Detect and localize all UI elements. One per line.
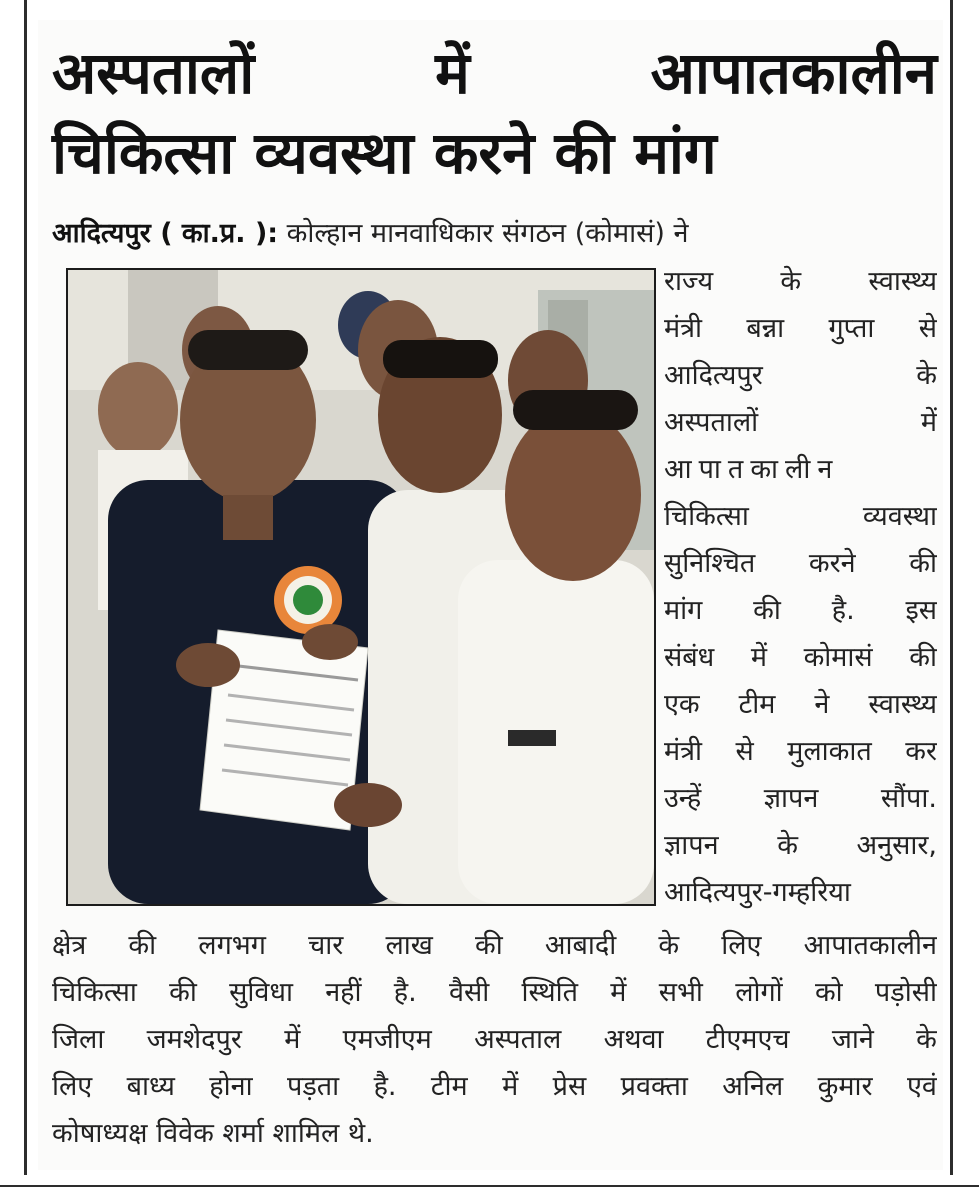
body-word: अस्पताल xyxy=(474,1024,562,1055)
column_lines-line xyxy=(664,634,937,681)
frame-left-rule xyxy=(24,0,27,1175)
body-word: आपातकालीन xyxy=(803,930,937,961)
body-word: अस्पतालों xyxy=(664,407,759,438)
body-word: की xyxy=(474,930,503,961)
body-word: सभी xyxy=(658,977,703,1008)
body-word: संबंध xyxy=(664,642,715,673)
body-word: चिकित्सा xyxy=(52,977,137,1008)
body-word: क्षेत्र xyxy=(52,930,87,961)
body-word: मुलाकात xyxy=(787,736,872,767)
body-word: कर xyxy=(905,736,937,767)
body-word: टीएमएच xyxy=(705,1024,790,1055)
body-word: की xyxy=(909,642,937,673)
body-word: एवं xyxy=(906,1071,937,1102)
body-word: व्यवस्था xyxy=(862,501,937,532)
body-word: इस xyxy=(905,595,937,626)
body-word: सुविधा xyxy=(229,977,293,1008)
body-word: अनिल xyxy=(722,1071,784,1102)
column_lines-line xyxy=(664,822,937,869)
column_lines-line: आपातकालीन xyxy=(664,454,840,485)
body-word: में xyxy=(750,642,767,673)
dateline: आदित्यपुर ( का.प्र. ): xyxy=(52,218,279,249)
body-word: लिए xyxy=(52,1071,93,1102)
headline-word: में xyxy=(435,39,470,107)
body-word: की xyxy=(753,595,781,626)
headline-word: आपातकालीन xyxy=(650,39,937,107)
headline-line-1 xyxy=(52,38,937,108)
headline-line-2: चिकित्सा व्यवस्था करने की मांग xyxy=(52,119,717,187)
body-word: स्वास्थ्य xyxy=(868,689,937,720)
body-word: आबादी xyxy=(544,930,617,961)
body-word: है. xyxy=(831,595,855,626)
body-word: जमशेदपुर xyxy=(146,1024,242,1055)
body-word: आदित्यपुर xyxy=(664,360,763,391)
body-word: है. xyxy=(373,1071,397,1102)
body-word: में xyxy=(610,977,627,1008)
body-word: राज्य xyxy=(664,266,714,297)
body-word: जिला xyxy=(52,1024,105,1055)
dateline-row xyxy=(52,212,937,256)
body-word: लोगों xyxy=(735,977,783,1008)
body-word: चिकित्सा xyxy=(664,501,749,532)
full_lines-line xyxy=(52,1016,937,1063)
column_lines-line xyxy=(664,775,937,822)
body-word: नहीं xyxy=(325,977,362,1008)
column_lines-line xyxy=(664,258,937,305)
column_lines-line xyxy=(664,493,937,540)
group-photo-icon xyxy=(68,270,654,904)
body-word: प्रवक्ता xyxy=(620,1071,688,1102)
body-word: एमजीएम xyxy=(342,1024,432,1055)
frame-bottom-rule xyxy=(0,1185,979,1187)
body-word: लगभग xyxy=(198,930,266,961)
body-word: उन्हें xyxy=(664,783,702,814)
body-word: टीम xyxy=(738,689,776,720)
body-word: के xyxy=(916,1024,937,1055)
body-word: जाने xyxy=(831,1024,874,1055)
body-word: अनुसार, xyxy=(856,830,937,861)
full_lines-line: कोषाध्यक्ष विवेक शर्मा शामिल थे. xyxy=(52,1118,374,1149)
previous-article-fragment xyxy=(60,0,380,8)
body-word: बन्ना xyxy=(746,313,785,344)
body-word: चार xyxy=(308,930,344,961)
body-word: गुप्ता xyxy=(828,313,875,344)
body-word: एक xyxy=(664,689,700,720)
body-word: के xyxy=(780,266,802,297)
body-word: की xyxy=(128,930,157,961)
body-word: सुनिश्चित xyxy=(664,548,756,579)
body-word: के xyxy=(777,830,798,861)
body-word: ज्ञापन xyxy=(664,830,719,861)
body-word: बाध्य xyxy=(126,1071,175,1102)
full_lines-line xyxy=(52,1063,937,1110)
body-word: पड़ता xyxy=(287,1071,340,1102)
full_lines-line xyxy=(52,969,937,1016)
column_lines-line xyxy=(664,352,937,399)
body-word: को xyxy=(814,977,843,1008)
body-word: मांग xyxy=(664,595,703,626)
body-word: पड़ोसी xyxy=(874,977,937,1008)
body-word: स्थिति xyxy=(521,977,579,1008)
column_lines-line xyxy=(664,399,937,446)
body-word: ने xyxy=(814,689,830,720)
frame-right-rule xyxy=(950,0,953,1175)
body-word: में xyxy=(502,1071,519,1102)
body-word: सौंपा. xyxy=(880,783,937,814)
body-word: से xyxy=(735,736,754,767)
body-word: में xyxy=(920,407,937,438)
body-word: के xyxy=(916,360,937,391)
body-word: लिए xyxy=(721,930,762,961)
body-word: है. xyxy=(393,977,417,1008)
body-word: की xyxy=(909,548,937,579)
body-word: होना xyxy=(209,1071,253,1102)
body-word: ज्ञापन xyxy=(763,783,819,814)
body-word: लाख xyxy=(385,930,433,961)
column_lines-line xyxy=(664,540,937,587)
body-word: स्वास्थ्य xyxy=(868,266,937,297)
body-word: कोमासं xyxy=(803,642,873,673)
body-word: कुमार xyxy=(817,1071,873,1102)
body-word: प्रेस xyxy=(552,1071,587,1102)
body-word: मंत्री xyxy=(664,736,703,767)
text-column xyxy=(664,258,937,916)
headline-word: अस्पतालों xyxy=(52,39,255,107)
body-word: मंत्री xyxy=(664,313,703,344)
news-photo xyxy=(66,268,656,906)
body-word: अथवा xyxy=(603,1024,664,1055)
body-word: टीम xyxy=(430,1071,468,1102)
column_lines-line xyxy=(664,587,937,634)
body-word: करने xyxy=(808,548,856,579)
column_lines-line xyxy=(664,305,937,352)
body-word: वैसी xyxy=(448,977,490,1008)
lead-text: कोल्हान मानवाधिकार संगठन (कोमासं) ने xyxy=(286,218,689,249)
column_lines-line xyxy=(664,681,937,728)
full_lines-line xyxy=(52,922,937,969)
column_lines-line: आदित्यपुर-गम्हरिया xyxy=(664,877,851,908)
body-text-full-width xyxy=(52,922,937,1157)
body-word: की xyxy=(169,977,197,1008)
body-word: के xyxy=(658,930,680,961)
body-word: में xyxy=(284,1024,301,1055)
body-word: से xyxy=(918,313,937,344)
column_lines-line xyxy=(664,728,937,775)
